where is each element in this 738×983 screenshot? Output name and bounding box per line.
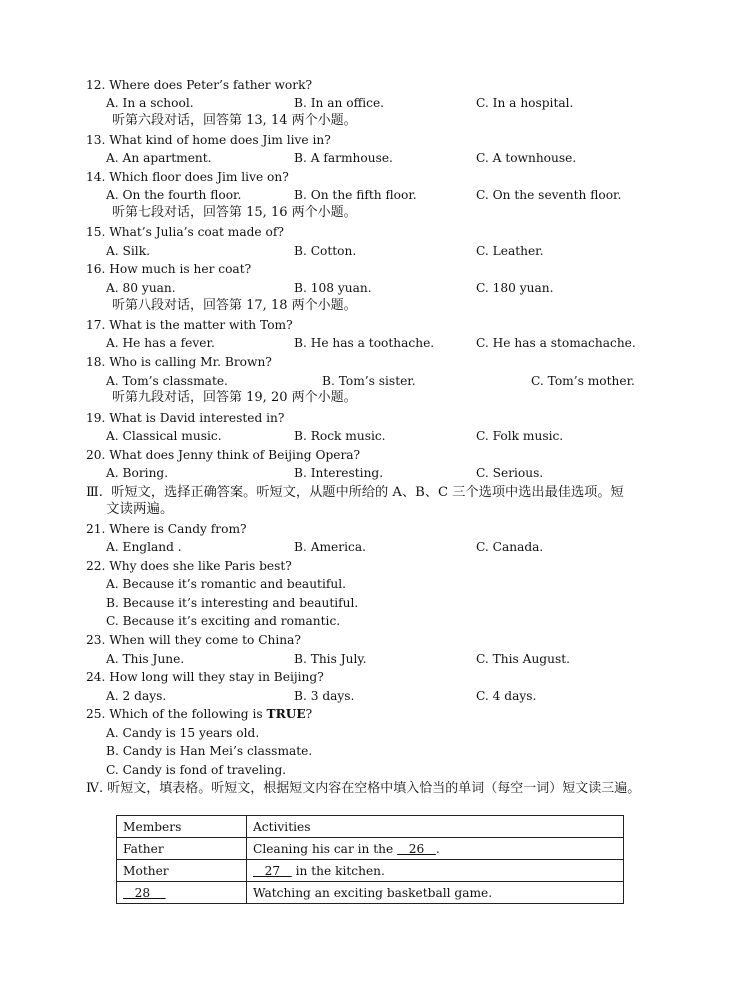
- option-c: C. A townhouse.: [476, 151, 577, 165]
- question-19: 19. What is David interested in?: [86, 411, 285, 425]
- option-a: A. In a school.: [106, 96, 194, 110]
- table-row: [117, 838, 624, 860]
- option-b: B. Tom’s sister.: [322, 374, 416, 388]
- option-b: B. 108 yuan.: [294, 281, 372, 295]
- activity-text-end: .: [435, 841, 440, 856]
- header-members: Members: [117, 816, 247, 838]
- question-22: 22. Why does she like Paris best?: [86, 559, 292, 573]
- option-b: B. Because it’s interesting and beautiful.: [106, 596, 359, 610]
- header-activities: Activities: [247, 816, 624, 838]
- question-25-mark: ?: [305, 707, 313, 721]
- option-c: C. Canada.: [476, 540, 544, 554]
- question-23: 23. When will they come to China?: [86, 633, 301, 647]
- question-17: 17. What is the matter with Tom?: [86, 318, 293, 332]
- question-24: 24. How long will they stay in Beijing?: [86, 670, 324, 684]
- question-16: 16. How much is her coat?: [86, 262, 252, 276]
- option-b: B. He has a toothache.: [294, 336, 435, 350]
- option-a: A. Classical music.: [106, 429, 222, 443]
- member-cell: [117, 882, 247, 904]
- option-b: B. Cotton.: [294, 244, 357, 258]
- instruction: 听第七段对话，回答第 15, 16 两个小题。: [112, 205, 357, 220]
- activity-text: Cleaning his car in the: [253, 841, 398, 856]
- option-a: A. England .: [106, 540, 182, 554]
- blank-28: 28: [123, 885, 166, 900]
- activity-cell: [247, 838, 624, 860]
- question-14: 14. Which floor does Jim live on?: [86, 170, 289, 184]
- member-cell: Father: [117, 838, 247, 860]
- option-c: C. Leather.: [476, 244, 544, 258]
- question-12: 12. Where does Peter’s father work?: [86, 78, 312, 92]
- option-b: B. A farmhouse.: [294, 151, 393, 165]
- instruction: 听第九段对话，回答第 19, 20 两个小题。: [112, 390, 357, 405]
- option-c: C. Serious.: [476, 466, 544, 480]
- option-c: C. In a hospital.: [476, 96, 574, 110]
- option-a: A. Boring.: [106, 466, 169, 480]
- question-25-text: 25. Which of the following is: [86, 707, 267, 721]
- blank-26: 26: [397, 841, 436, 856]
- instruction: 听第六段对话，回答第 13, 14 两个小题。: [112, 113, 357, 128]
- option-a: A. Candy is 15 years old.: [106, 726, 260, 740]
- section-3-heading: Ⅲ. 听短文，选择正确答案。听短文，从题中所给的 A、B、C 三个选项中选出最佳选项。短: [86, 485, 624, 500]
- question-18: 18. Who is calling Mr. Brown?: [86, 355, 272, 369]
- question-15: 15. What’s Julia’s coat made of?: [86, 225, 284, 239]
- option-c: C. 180 yuan.: [476, 281, 554, 295]
- option-a: A. Tom’s classmate.: [106, 374, 228, 388]
- option-b: B. In an office.: [294, 96, 385, 110]
- option-c: C. He has a stomachache.: [476, 336, 636, 350]
- option-c: C. This August.: [476, 652, 570, 666]
- activity-text: in the kitchen.: [291, 863, 385, 878]
- fill-in-table: [116, 815, 624, 904]
- option-b: B. Rock music.: [294, 429, 386, 443]
- option-a: A. This June.: [106, 652, 185, 666]
- option-c: C. On the seventh floor.: [476, 188, 622, 202]
- section-3-heading-cont: 文读两遍。: [106, 501, 174, 517]
- question-13: 13. What kind of home does Jim live in?: [86, 133, 331, 147]
- option-b: B. Interesting.: [294, 466, 384, 480]
- option-b: B. Candy is Han Mei’s classmate.: [106, 744, 313, 758]
- option-a: A. He has a fever.: [106, 336, 215, 350]
- table-row: [117, 882, 624, 904]
- option-c: C. Because it’s exciting and romantic.: [106, 614, 341, 628]
- option-a: A. 80 yuan.: [106, 281, 176, 295]
- option-a: A. On the fourth floor.: [106, 188, 242, 202]
- option-a: A. Silk.: [106, 244, 150, 258]
- option-a: A. 2 days.: [106, 689, 167, 703]
- activity-cell: Watching an exciting basketball game.: [247, 882, 624, 904]
- option-b: B. America.: [294, 540, 366, 554]
- member-cell: Mother: [117, 860, 247, 882]
- question-25-emphasis: TRUE: [266, 707, 306, 721]
- option-c: C. Tom’s mother.: [531, 374, 635, 388]
- blank-27: 27: [253, 863, 292, 878]
- option-b: B. This July.: [294, 652, 367, 666]
- section-4-heading: Ⅳ. 听短文，填表格。听短文，根据短文内容在空格中填入恰当的单词（每空一词）短文读三遍。: [86, 781, 641, 796]
- instruction: 听第八段对话，回答第 17, 18 两个小题。: [112, 298, 357, 313]
- option-a: A. An apartment.: [106, 151, 212, 165]
- option-b: B. On the fifth floor.: [294, 188, 417, 202]
- option-a: A. Because it’s romantic and beautiful.: [106, 577, 346, 591]
- question-25: [86, 706, 312, 722]
- question-21: 21. Where is Candy from?: [86, 522, 247, 536]
- activity-cell: [247, 860, 624, 882]
- option-b: B. 3 days.: [294, 689, 355, 703]
- option-c: C. Folk music.: [476, 429, 564, 443]
- table-header-row: [117, 816, 624, 838]
- option-c: C. Candy is fond of traveling.: [106, 763, 287, 777]
- table-row: [117, 860, 624, 882]
- option-c: C. 4 days.: [476, 689, 537, 703]
- question-20: 20. What does Jenny think of Beijing Opera?: [86, 448, 361, 462]
